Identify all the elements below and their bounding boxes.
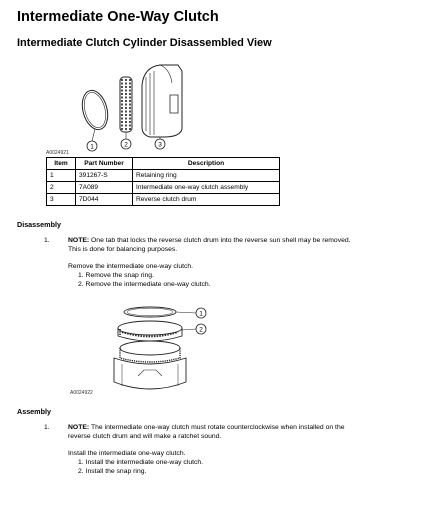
callout-1 <box>87 141 97 151</box>
page-title: Intermediate One-Way Clutch <box>17 9 219 25</box>
disassembly-note-label: NOTE: <box>68 237 90 244</box>
table-row <box>47 194 280 206</box>
assembly-note-line1: The intermediate one-way clutch must rotate counterclockwise when installed on the <box>91 424 345 431</box>
column-header-part-number: Part Number <box>76 158 133 170</box>
table-row <box>47 170 280 182</box>
svg-text:2: 2 <box>199 326 203 334</box>
svg-text:1: 1 <box>90 143 94 151</box>
removal-illustration <box>100 298 220 398</box>
remove-instruction: Remove the intermediate one-way clutch. <box>68 263 194 270</box>
reverse-clutch-drum-drawing <box>142 65 182 137</box>
disassembly-step-2: 2. Remove the intermediate one-way clutch. <box>78 281 211 288</box>
table-row <box>47 182 280 194</box>
svg-text:1: 1 <box>199 310 203 318</box>
disassembly-heading: Disassembly <box>17 220 61 229</box>
figure-id: A0024922 <box>70 390 93 396</box>
column-header-description: Description <box>133 158 280 170</box>
callout-1 <box>196 308 206 318</box>
cell-item: 1 <box>47 170 76 182</box>
assembly-note-label: NOTE: <box>68 424 90 431</box>
page-subtitle: Intermediate Clutch Cylinder Disassembled View <box>17 37 272 49</box>
cell-part-number: 7D044 <box>76 194 133 206</box>
one-way-clutch-drawing <box>118 321 182 341</box>
assembly-step-1: 1. Install the intermediate one-way clutch. <box>78 459 204 466</box>
install-instruction: Install the intermediate one-way clutch. <box>68 450 186 457</box>
svg-text:3: 3 <box>158 141 162 149</box>
assembly-note-line2: reverse clutch drum and will make a ratchet sound. <box>68 433 222 440</box>
callout-2 <box>196 324 206 334</box>
disassembled-view-illustration <box>60 55 210 155</box>
disassembly-note-line2: This is done for balancing purposes. <box>68 246 178 253</box>
cell-description: Retaining ring <box>133 170 280 182</box>
column-header-item: Item <box>47 158 76 170</box>
reverse-clutch-drum-drawing <box>114 341 186 389</box>
parts-table <box>46 157 280 206</box>
cell-part-number: 7A089 <box>76 182 133 194</box>
callout-3 <box>155 139 165 149</box>
snap-ring-drawing <box>124 307 176 317</box>
disassembly-note-line1: One tab that locks the reverse clutch drum into the reverse sun shell may be removed. <box>91 237 351 244</box>
figure-id: A0024921 <box>46 150 69 156</box>
disassembly-note-number: 1. <box>44 237 50 244</box>
assembly-note-number: 1. <box>44 424 50 431</box>
assembly-step-2: 2. Install the snap ring. <box>78 468 147 475</box>
one-way-clutch-drawing <box>120 77 132 132</box>
cell-item: 2 <box>47 182 76 194</box>
table-header-row <box>47 158 280 170</box>
cell-item: 3 <box>47 194 76 206</box>
cell-description: Intermediate one-way clutch assembly <box>133 182 280 194</box>
cell-description: Reverse clutch drum <box>133 194 280 206</box>
assembly-heading: Assembly <box>17 407 51 416</box>
svg-text:2: 2 <box>124 141 128 149</box>
cell-part-number: 391267-S <box>76 170 133 182</box>
callout-2 <box>121 139 131 149</box>
disassembly-step-1: 1. Remove the snap ring. <box>78 272 154 279</box>
retaining-ring-drawing <box>78 88 112 133</box>
